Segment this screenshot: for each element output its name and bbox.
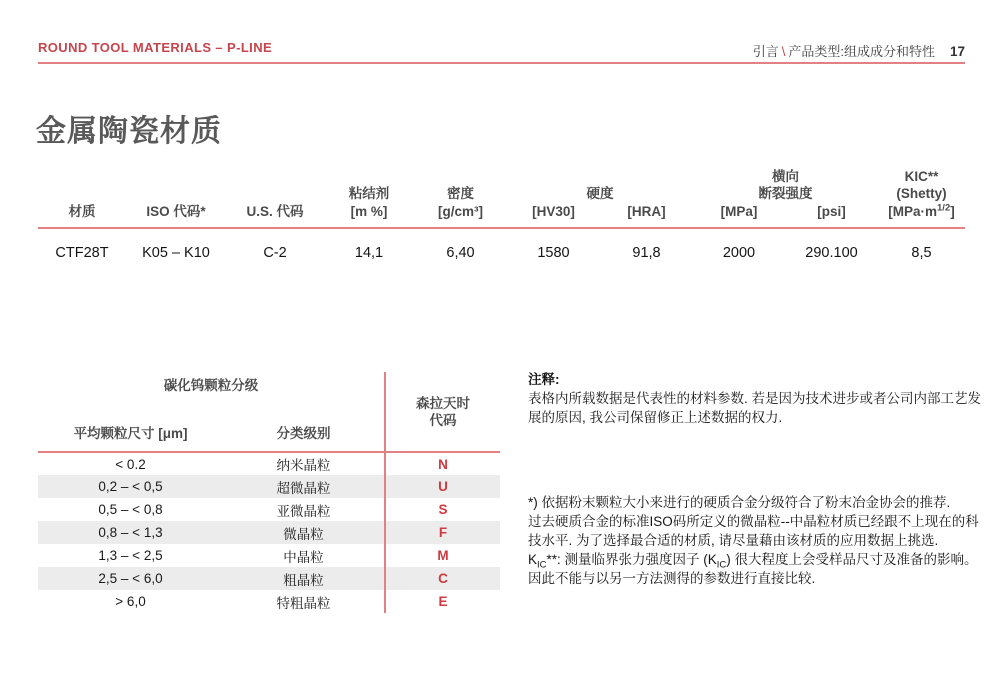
spec-col-us-code: U.S. 代码 <box>226 203 324 228</box>
page-number: 17 <box>949 44 965 59</box>
breadcrumb <box>753 41 965 60</box>
spec-col-hra: [HRA] <box>600 203 693 228</box>
document-title: ROUND TOOL MATERIALS – P-LINE <box>38 40 273 55</box>
spec-group-kic-line2: (Shetty) <box>896 186 947 201</box>
kic-sub2: IC <box>716 559 727 571</box>
material-spec-table <box>38 168 965 261</box>
spec-group-header-row <box>38 168 965 203</box>
spec-col-kic-unit <box>878 203 965 228</box>
breadcrumb-separator: \ <box>781 44 786 59</box>
cell-us-code: C-2 <box>263 245 287 261</box>
cell-hra: 91,8 <box>632 245 661 261</box>
grain-grade: 亚微晶粒 <box>276 503 331 519</box>
grain-size: 0,8 – < 1,3 <box>98 525 163 540</box>
grain-size-table <box>38 372 500 613</box>
grain-code: M <box>385 544 500 567</box>
grain-title-row <box>38 372 500 408</box>
spec-col-hv30: [HV30] <box>507 203 600 228</box>
grain-code: S <box>385 498 500 521</box>
grain-row <box>38 521 500 544</box>
notes-title: 注释: <box>528 372 560 387</box>
spec-group-trs-line1: 横向 <box>772 169 799 184</box>
spec-data-row <box>38 228 965 261</box>
header-divider <box>38 62 965 64</box>
grain-grade: 中晶粒 <box>283 549 324 565</box>
grain-grade: 纳米晶粒 <box>276 458 331 473</box>
grain-row <box>38 498 500 521</box>
grain-grade: 超微晶粒 <box>276 480 331 496</box>
breadcrumb-subsection: 产品类型:组成成分和特性 <box>788 44 935 59</box>
cell-density: 6,40 <box>446 245 475 261</box>
spec-group-binder: 粘结剂 <box>348 186 390 201</box>
cell-binder: 14,1 <box>354 245 384 261</box>
spec-group-density: 密度 <box>447 186 474 201</box>
grain-row <box>38 567 500 590</box>
spec-col-material: 材质 <box>38 203 126 228</box>
grain-size: 0,2 – < 0,5 <box>98 479 163 494</box>
grain-row <box>38 590 500 613</box>
spec-group-trs-line2: 断裂强度 <box>758 186 813 201</box>
grain-size: > 6,0 <box>115 594 146 609</box>
kic-unit-post: ] <box>950 204 955 219</box>
grain-code: N <box>385 452 500 475</box>
breadcrumb-section: 引言 <box>752 44 779 59</box>
grain-code: U <box>385 475 500 498</box>
grain-code: E <box>385 590 500 613</box>
grain-code: C <box>385 567 500 590</box>
grain-row <box>38 452 500 475</box>
grain-size: 0,5 – < 0,8 <box>98 502 163 517</box>
spec-col-mpa: [MPa] <box>693 203 785 228</box>
spec-col-iso-code: ISO 代码* <box>126 203 226 228</box>
grain-col-ceratizit-code <box>385 372 500 452</box>
cell-material: CTF28T <box>55 245 109 261</box>
grain-size: 1,3 – < 2,5 <box>98 548 163 563</box>
grain-size: < 0.2 <box>115 456 146 472</box>
footnote-kic <box>528 550 987 588</box>
spec-column-header-row <box>38 203 965 228</box>
grain-code-header-line2: 代码 <box>429 412 457 428</box>
kic-tail: ) 很大程度上会受样品尺寸及准备的影响。因此不能与以另一方法测得的参数进行直接比较. <box>528 552 978 586</box>
grain-col-class: 分类级别 <box>223 408 385 452</box>
kic-mid: **: 测量临界张力强度因子 (K <box>546 552 717 567</box>
grain-grade: 粗晶粒 <box>283 572 324 588</box>
grain-table-title: 碳化钨颗粒分级 <box>163 378 259 393</box>
grain-size: 2,5 – < 6,0 <box>98 571 163 586</box>
kic-unit-sup: 1/2 <box>937 202 951 214</box>
kic-unit-pre: [MPa·m <box>888 204 938 219</box>
grain-code-header-line1: 森拉天时 <box>416 395 470 411</box>
kic-sub1: IC <box>537 559 547 571</box>
kic-k: K <box>528 552 538 567</box>
grain-code: F <box>385 521 500 544</box>
spec-group-kic-line1: KIC** <box>904 169 939 184</box>
spec-group-trs <box>693 168 878 203</box>
footnotes-block <box>528 493 987 588</box>
notes-section <box>528 370 987 588</box>
cell-psi: 290.100 <box>805 245 858 261</box>
notes-disclaimer: 表格内所载数据是代表性的材料参数. 若是因为技术进步或者公司内部工艺发展的原因, 我公司保留修正上述数据的权力. <box>528 391 982 425</box>
grain-row <box>38 544 500 567</box>
spec-group-empty <box>38 168 324 203</box>
grain-row <box>38 475 500 498</box>
cell-kic: 8,5 <box>911 245 932 261</box>
cell-iso-code: K05 – K10 <box>142 245 210 261</box>
grain-grade: 微晶粒 <box>283 526 324 542</box>
footnote-iso: *) 依据粉末颗粒大小来进行的硬质合金分级符合了粉末冶金协会的推荐. <box>528 495 951 510</box>
grain-grade: 特粗晶粒 <box>276 595 331 611</box>
page-title: 金属陶瓷材质 <box>36 115 222 148</box>
cell-mpa: 2000 <box>722 245 756 261</box>
spec-col-density-unit: [g/cm³] <box>414 203 507 228</box>
footnote-grade: 过去硬质合金的标准ISO码所定义的微晶粒--中晶粒材质已经跟不上现在的科技水平. 为了选择最合适的材质, 请尽量藉由该材质的应用数据上挑选. <box>528 514 979 548</box>
grain-col-size: 平均颗粒尺寸 [μm] <box>38 408 223 452</box>
spec-col-psi: [psi] <box>785 203 878 228</box>
cell-hv30: 1580 <box>537 245 570 261</box>
spec-col-binder-unit: [m %] <box>324 203 414 228</box>
notes-disclaimer-block <box>528 370 987 427</box>
spec-group-kic <box>878 168 965 203</box>
spec-group-hardness: 硬度 <box>586 186 614 201</box>
breadcrumb-text <box>753 41 935 60</box>
